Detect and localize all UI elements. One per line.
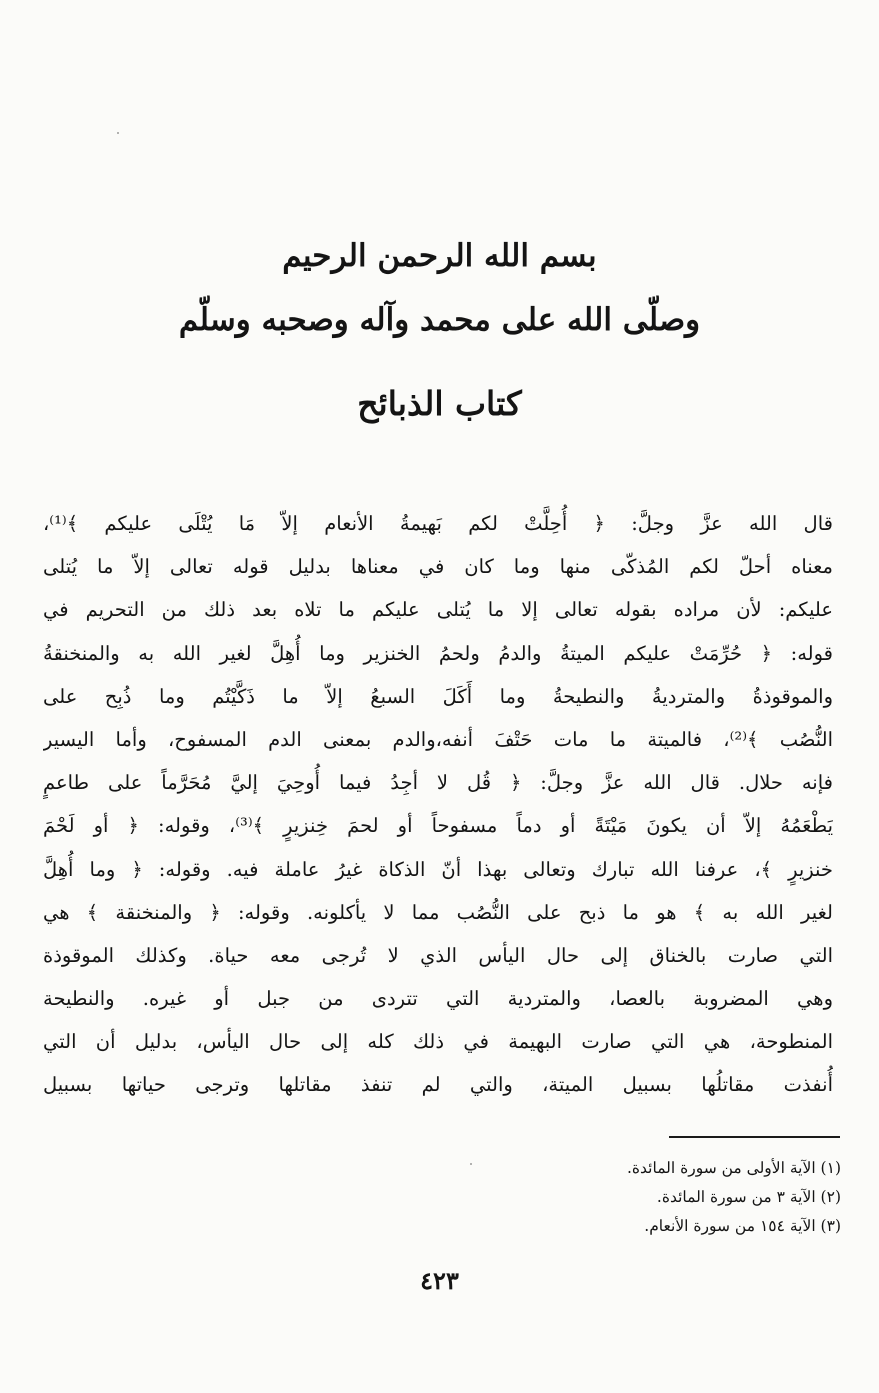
basmala-heading: بسم الله الرحمن الرحيم bbox=[282, 238, 597, 274]
footnote: (٣) الآية ١٥٤ من سورة الأنعام. bbox=[644, 1217, 841, 1235]
text-line: التي صارت بالخناق إلى حال اليأس الذي لا تُرجى معه حياة. وكذلك الموقوذة bbox=[43, 943, 833, 967]
footnote: (٢) الآية ٣ من سورة المائدة. bbox=[656, 1188, 841, 1206]
text-line: المنطوحة، هي التي صارت البهيمة في ذلك كله إلى حال اليأس، بدليل أن التي bbox=[43, 1030, 833, 1054]
text-line: عليكم: لأن مراده بقوله تعالى إلا ما يُتلى عليكم ما تلاه بعد ذلك من التحريم في bbox=[43, 598, 833, 622]
text-line: يَطْعَمُهُ إلاّ أن يكونَ مَيْتَةً أو دماً مسفوحاً أو لحمَ خِنزيرٍ ﴾⁽³⁾، وقوله: ﴿ أو لَحْمَ bbox=[43, 814, 833, 838]
scan-speck bbox=[470, 1163, 472, 1165]
body-text bbox=[43, 502, 833, 1107]
page-number: ٤٢٣ bbox=[420, 1266, 459, 1295]
text-line: أُنفذت مقاتلُها بسبيل الميتة، والتي لم تنفذ مقاتلها وترجى حياتها بسبيل bbox=[43, 1073, 833, 1097]
text-line: خنزيرٍ ﴾، عرفنا الله تبارك وتعالى بهذا أنّ الذكاة غيرُ عاملة فيه. وقوله: ﴿ وما أُهِلَّ bbox=[43, 857, 833, 881]
footnotes bbox=[541, 1154, 841, 1241]
text-line: معناه أحلّ لكم المُذكّى منها وما كان في معناها بدليل قوله تعالى إلاّ ما يُتلى bbox=[43, 555, 833, 579]
salat-heading: وصلّى الله على محمد وآله وصحبه وسلّم bbox=[178, 302, 701, 338]
scan-speck bbox=[117, 132, 119, 134]
text-line: فإنه حلال. قال الله عزَّ وجلَّ: ﴿ قُل لا أجِدُ فيما أُوحِيَ إليَّ مُحَرَّماً على طاعمٍ bbox=[43, 771, 833, 795]
text-line: وهي المضروبة بالعصا، والمتردية التي تتردى من جبل أو غيره. والنطيحة bbox=[43, 987, 833, 1011]
footnote: (١) الآية الأولى من سورة المائدة. bbox=[626, 1159, 841, 1177]
text-line: قال الله عزَّ وجلَّ: ﴿ أُحِلَّتْ لكم بَهيمةُ الأنعام إلاّ مَا يُتْلَى عليكم ﴾⁽¹⁾، bbox=[43, 512, 833, 535]
text-line: قوله: ﴿ حُرِّمَتْ عليكم الميتةُ والدمُ ولحمُ الخنزير وما أُهِلَّ لغير الله به والمنخنقةُ bbox=[43, 641, 833, 665]
text-line: لغير الله به ﴾ هو ما ذبح على النُّصُب مما لا يأكلونه. وقوله: ﴿ والمنخنقة ﴾ هي bbox=[43, 900, 833, 924]
chapter-title: كتاب الذبائح bbox=[357, 384, 522, 423]
text-line: والموقوذةُ والمترديةُ والنطيحةُ وما أَكَلَ السبعُ إلاّ ما ذَكَّيْتُم وما ذُبِح على bbox=[43, 684, 833, 708]
text-line: النُّصُب ﴾⁽²⁾، فالميتة ما مات حَتْفَ أنفه،والدم بمعنى الدم المسفوح، وأما اليسير bbox=[43, 727, 833, 751]
footnote-divider bbox=[669, 1136, 840, 1138]
